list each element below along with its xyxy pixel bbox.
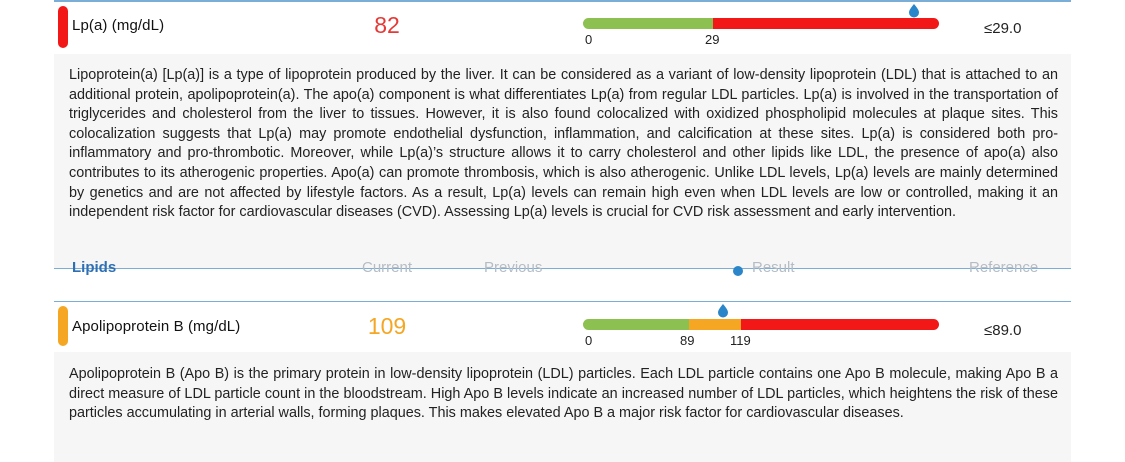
range-normal-segment [583, 319, 691, 330]
range-bar [583, 319, 939, 331]
column-header-current: Current [362, 259, 413, 276]
table-header-title: Lipids [72, 259, 117, 276]
column-header-previous: Previous [484, 259, 543, 276]
range-tick: 0 [585, 333, 593, 348]
status-indicator-orange [58, 306, 68, 346]
lab-results-panel [54, 0, 1071, 462]
test-name: Lp(a) (mg/dL) [72, 17, 165, 34]
test-description: Lipoprotein(a) [Lp(a)] is a type of lipoprotein produced by the liver. It can be considered as a variant of low-density lipoprotein (LDL) that is attached to an additional protein, apolipoprotein(a). The apo(a) component is what differentiates Lp(a) from regular LDL particles. Lp(a) is involved in the transportation of triglycerides and cholesterol from the liver to tissues. However, it is also found colocalized with oxidized phospholipid molecules at plaque sites. This colocalization suggests that Lp(a) may promote endothelial dysfunction, inflammation, and calcification at these sites. Lp(a) is considered both pro-inflammatory and pro-thrombotic. Moreover, while Lp(a)’s structure allows it to carry cholesterol and other lipids like LDL, the presence of apo(a) also contributes to its atherogenic properties. Apo(a) can promote thrombosis, which is also atherogenic. Unlike LDL levels, Lp(a) levels are mainly determined by genetics and are not affected by lifestyle factors. As a result, Lp(a) levels can remain high even when LDL levels are low or controlled, making it an independent risk factor for cardiovascular diseases (CVD). Assessing Lp(a) levels is crucial for CVD risk assessment and early intervention. [54, 54, 1071, 270]
result-row-apob[interactable] [54, 302, 1071, 352]
result-row-lpa[interactable] [54, 2, 1071, 52]
table-header [54, 259, 1071, 302]
location-pin-icon [909, 4, 919, 18]
location-pin-icon [718, 304, 728, 318]
reference-value: ≤29.0 [984, 20, 1022, 37]
range-tick: 0 [585, 32, 593, 47]
current-value: 82 [374, 12, 400, 38]
range-borderline-segment [689, 319, 743, 330]
reference-value: ≤89.0 [984, 322, 1022, 339]
location-pin-icon [733, 266, 743, 276]
range-tick: 119 [730, 333, 751, 348]
range-high-segment [713, 18, 939, 29]
range-tick: 29 [705, 32, 720, 47]
column-header-result: Result [752, 259, 795, 276]
range-normal-segment [583, 18, 715, 29]
current-value: 109 [367, 313, 407, 339]
status-indicator-red [58, 6, 68, 48]
test-description: Apolipoprotein B (Apo B) is the primary protein in low-density lipoprotein (LDL) particles. Each LDL particle contains one Apo B molecule, making Apo B a direct measure of LDL particle count in the bloodstream. High Apo B levels indicate an increased number of LDL particles, which heightens the risk of these particles accumulating in arterial walls, forming plaques. This makes elevated Apo B a major risk factor for cardiovascular diseases. [54, 352, 1071, 462]
range-high-segment [741, 319, 939, 330]
range-tick: 89 [680, 333, 695, 348]
column-header-reference: Reference [969, 259, 1039, 276]
test-name: Apolipoprotein B (mg/dL) [72, 318, 241, 335]
range-bar [583, 18, 939, 30]
